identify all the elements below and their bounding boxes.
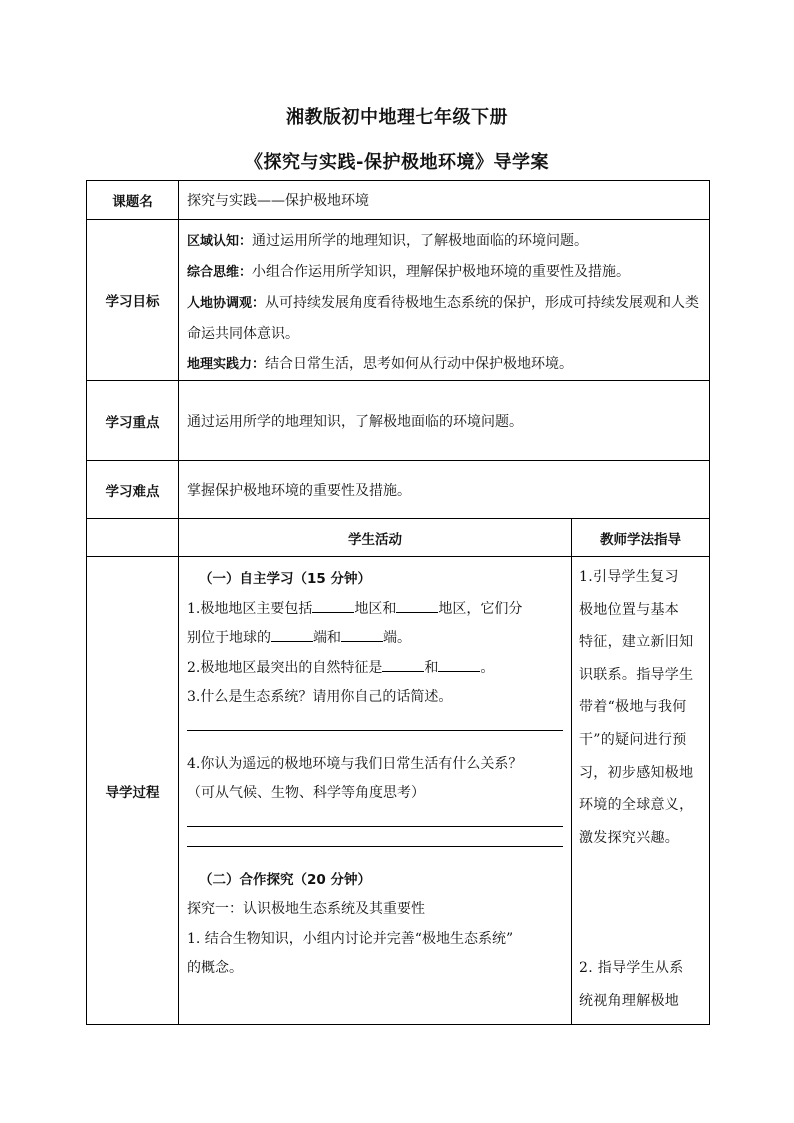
teacher-guidance-header: 教师学法指导 (572, 519, 710, 557)
guidance-line: 极地位置与基本 (579, 601, 680, 618)
answer-blank[interactable] (396, 598, 438, 613)
empty-header-cell (87, 519, 179, 557)
explore-1-question-cont: 的概念。 (187, 960, 243, 976)
guidance-spacer (579, 887, 703, 920)
guidance-line: 识联系。指导学生 (579, 666, 694, 683)
objective-item: 区域认知：通过运用所学的地理知识，了解极地面临的环境问题。 (187, 233, 589, 249)
objectives-label: 学习目标 (87, 220, 179, 381)
answer-line[interactable] (187, 730, 563, 731)
explore-1-title: 探究一：认识极地生态系统及其重要性 (187, 901, 425, 917)
answer-blank[interactable] (341, 627, 383, 642)
course-name-label: 课题名 (87, 181, 179, 220)
difficulties-value: 掌握保护极地环境的重要性及措施。 (179, 461, 710, 519)
student-activity-header: 学生活动 (179, 519, 572, 557)
guidance-spacer (579, 854, 703, 887)
difficulties-label: 学习难点 (87, 461, 179, 519)
difficulties-row (87, 461, 710, 519)
document-subtitle: 《探究与实践-保护极地环境》导学案 (245, 152, 549, 173)
key-points-row (87, 381, 710, 461)
question-4: 4.你认为遥远的极地环境与我们日常生活有什么关系？ (187, 755, 523, 772)
answer-line[interactable] (187, 826, 563, 827)
guidance-line: 1.引导学生复习 (579, 569, 679, 585)
course-name-value: 探究与实践——保护极地环境 (179, 181, 710, 220)
objectives-content (179, 220, 710, 381)
section-self-study-title: （一）自主学习（15 分钟） (199, 571, 371, 587)
process-label: 导学过程 (87, 557, 179, 1025)
guidance-line: 特征，建立新旧知 (579, 634, 694, 651)
answer-line[interactable] (187, 846, 563, 847)
objectives-row (87, 220, 710, 381)
column-header-row (87, 519, 710, 557)
objective-item: 地理实践力：结合日常生活，思考如何从行动中保护极地环境。 (187, 356, 574, 372)
guidance-line: 统视角理解极地 (579, 992, 680, 1009)
course-name-row (87, 181, 710, 220)
question-1: 1.极地地区主要包括 地区和 地区，它们分 (187, 595, 563, 625)
process-row (87, 557, 710, 1025)
objective-item: 人地协调观：从可持续发展角度看待极地生态系统的保护，形成可持续发展观和人类命运共同体意识。 (187, 295, 700, 342)
teacher-guidance-cell (572, 557, 710, 1025)
student-activity-cell (179, 557, 572, 1025)
explore-1-question: 1. 结合生物知识，小组内讨论并完善“极地生态系统” (187, 930, 514, 947)
question-3: 3.什么是生态系统？请用你自己的话简述。 (187, 689, 453, 705)
answer-blank[interactable] (382, 657, 424, 672)
guidance-line: 环境的全球意义， (579, 797, 694, 814)
guidance-line: 带着“极地与我何 (579, 699, 687, 716)
answer-blank[interactable] (312, 598, 354, 613)
question-2: 2.极地地区最突出的自然特征是 和 。 (187, 654, 563, 684)
lesson-plan-table (86, 180, 710, 1025)
key-points-value: 通过运用所学的地理知识，了解极地面临的环境问题。 (179, 381, 710, 461)
document-title: 湘教版初中地理七年级下册 (286, 107, 508, 128)
guidance-line: 2. 指导学生从系 (579, 960, 684, 977)
guidance-line: 习，初步感知极地 (579, 764, 694, 781)
key-points-label: 学习重点 (87, 381, 179, 461)
answer-blank[interactable] (271, 627, 313, 642)
guidance-line: 激发探究兴趣。 (579, 829, 680, 846)
objective-item: 综合思维：小组合作运用所学知识，理解保护极地环境的重要性及措施。 (187, 264, 631, 280)
section-cooperative-title: （二）合作探究（20 分钟） (199, 871, 371, 888)
guidance-spacer (579, 920, 703, 953)
answer-blank[interactable] (438, 657, 480, 672)
question-1-cont: 别位于地球的 端和 端。 (187, 624, 563, 654)
guidance-line: 干”的疑问进行预 (579, 731, 687, 748)
question-4-hint: （可从气候、生物、科学等角度思考） (187, 785, 425, 801)
